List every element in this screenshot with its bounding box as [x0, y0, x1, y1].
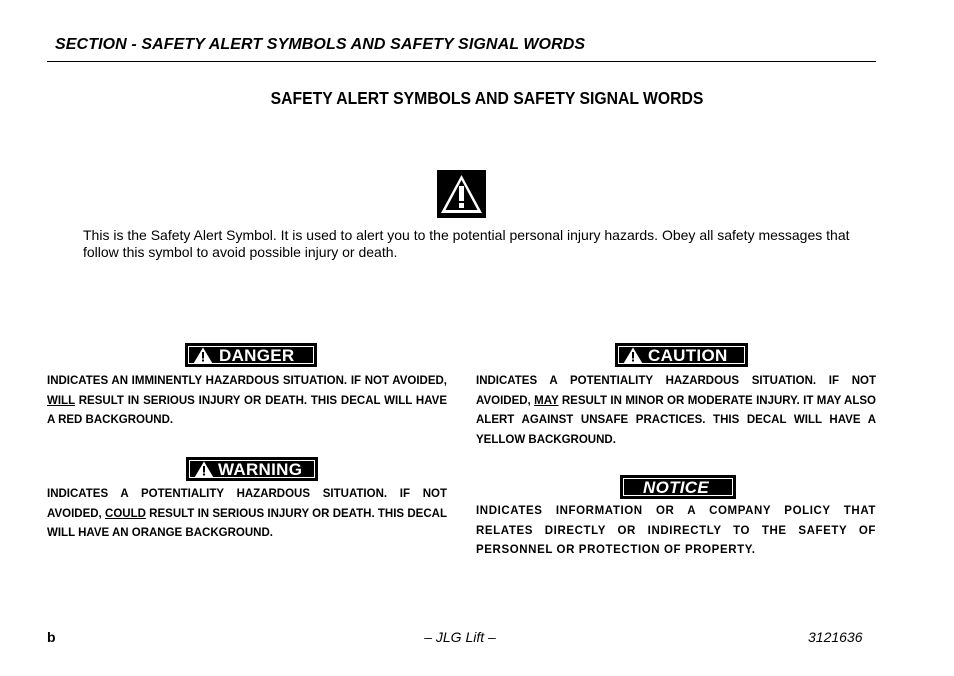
notice-description: INDICATES INFORMATION OR A COMPANY POLICY THAT RELATES DIRECTLY OR INDIRECTLY TO THE SAFETY OF PERSONNEL OR PROTECTION OF PROPERTY. — [476, 505, 876, 556]
danger-description: INDICATES AN IMMINENTLY HAZARDOUS SITUATION. IF NOT AVOIDED, WILL RESULT IN SERIOUS INJURY OR DEATH. THIS DECAL WILL HAVE A RED BACKGROUND. — [47, 375, 447, 426]
intro-paragraph: This is the Safety Alert Symbol. It is used to alert you to the potential personal injury hazards. Obey all safety messages that follow this symbol to avoid possible injury or death. — [83, 227, 850, 260]
document-number: 3121636 — [808, 629, 863, 645]
page-title: SAFETY ALERT SYMBOLS AND SAFETY SIGNAL WORDS — [270, 88, 704, 108]
caution-description: INDICATES A POTENTIALITY HAZARDOUS SITUATION. IF NOT AVOIDED, MAY RESULT IN MINOR OR MODERATE INJURY. IT MAY ALSO ALERT AGAINST UNSAFE PRACTICES. THIS DECAL WILL HAVE A YELLOW BACKGROUND. — [476, 375, 876, 446]
warning-decal — [186, 457, 318, 481]
warning-triangle-icon — [194, 461, 214, 478]
page-number: b — [47, 629, 56, 645]
section-header: SECTION - SAFETY ALERT SYMBOLS AND SAFETY SIGNAL WORDS — [55, 36, 586, 53]
header-divider — [47, 61, 876, 62]
notice-label: NOTICE — [643, 478, 710, 497]
caution-decal — [615, 343, 748, 367]
warning-description: INDICATES A POTENTIALITY HAZARDOUS SITUATION. IF NOT AVOIDED, COULD RESULT IN SERIOUS INJURY OR DEATH. THIS DECAL WILL HAVE AN ORANGE BACKGROUND. — [47, 488, 447, 539]
warning-triangle-icon — [623, 347, 643, 364]
footer-brand: – JLG Lift – — [424, 629, 496, 645]
safety-alert-icon — [437, 170, 486, 218]
danger-decal — [185, 343, 317, 367]
notice-decal — [620, 475, 736, 499]
caution-label: CAUTION — [648, 346, 728, 365]
danger-label: DANGER — [219, 346, 295, 365]
warning-label: WARNING — [218, 460, 303, 479]
warning-triangle-icon — [193, 347, 213, 364]
